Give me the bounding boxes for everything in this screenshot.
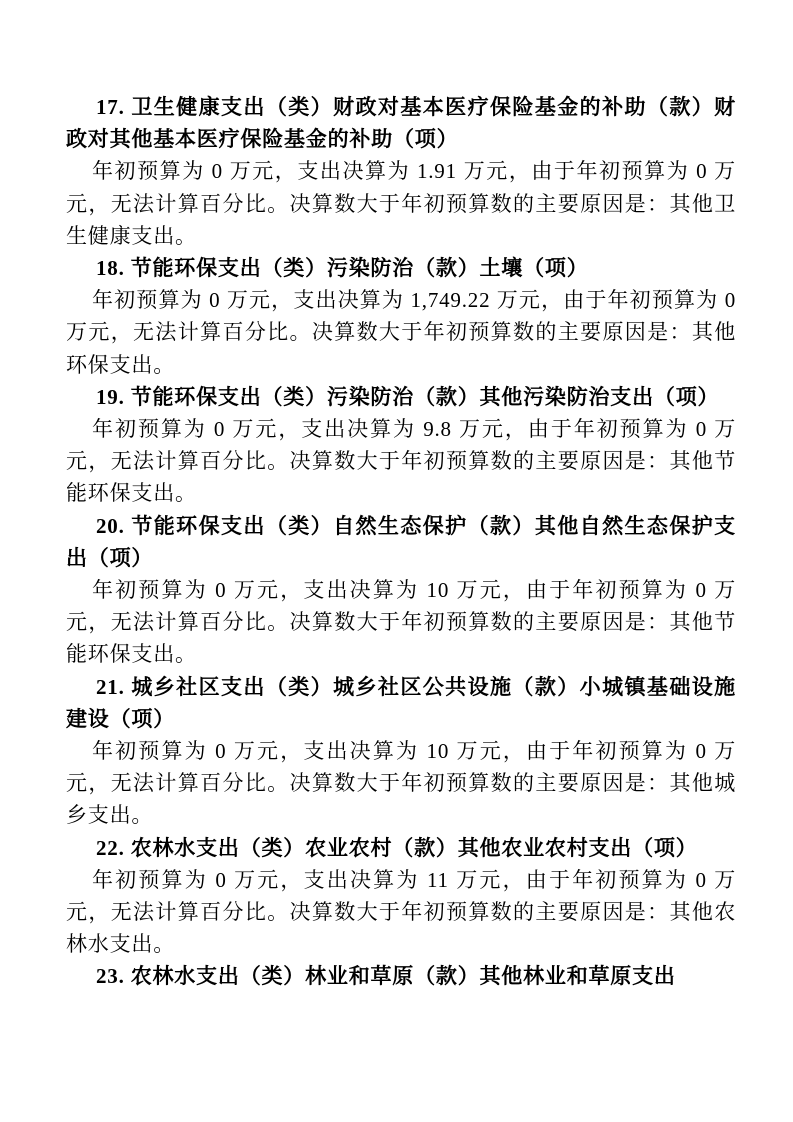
section-body: 年初预算为 0 万元，支出决算为 1,749.22 万元，由于年初预算为 0 万元，无法计算百分比。决算数大于年初预算数的主要原因是：其他环保支出。 bbox=[66, 288, 736, 377]
section-body: 年初预算为 0 万元，支出决算为 11 万元，由于年初预算为 0 万元，无法计算百分比。决算数大于年初预算数的主要原因是：其他农林水支出。 bbox=[66, 867, 736, 957]
section-heading: 17. 卫生健康支出（类）财政对基本医疗保险基金的补助（款）财政对其他基本医疗保险基金的补助（项） bbox=[66, 95, 736, 152]
section-heading: 19. 节能环保支出（类）污染防治（款）其他污染防治支出（项） bbox=[96, 384, 720, 409]
section-body: 年初预算为 0 万元，支出决算为 10 万元，由于年初预算为 0 万元，无法计算百分比。决算数大于年初预算数的主要原因是：其他城乡支出。 bbox=[66, 739, 736, 828]
budget-section-19 bbox=[66, 381, 736, 510]
section-body: 年初预算为 0 万元，支出决算为 9.8 万元，由于年初预算为 0 万元，无法计算百分比。决算数大于年初预算数的主要原因是：其他节能环保支出。 bbox=[66, 417, 736, 506]
budget-section-21 bbox=[66, 671, 736, 832]
document-page bbox=[66, 91, 736, 993]
section-heading: 18. 节能环保支出（类）污染防治（款）土壤（项） bbox=[96, 256, 589, 281]
budget-section-23 bbox=[66, 960, 736, 992]
budget-section-17 bbox=[66, 91, 736, 252]
budget-section-20 bbox=[66, 510, 736, 671]
section-heading: 23. 农林水支出（类）林业和草原（款）其他林业和草原支出 bbox=[96, 964, 676, 989]
section-heading: 21. 城乡社区支出（类）城乡社区公共设施（款）小城镇基础设施建设（项） bbox=[66, 674, 736, 731]
section-body: 年初预算为 0 万元，支出决算为 1.91 万元，由于年初预算为 0 万元，无法计算百分比。决算数大于年初预算数的主要原因是：其他卫生健康支出。 bbox=[66, 159, 736, 248]
section-body: 年初预算为 0 万元，支出决算为 10 万元，由于年初预算为 0 万元，无法计算百分比。决算数大于年初预算数的主要原因是：其他节能环保支出。 bbox=[66, 578, 736, 667]
budget-section-22 bbox=[66, 832, 736, 961]
section-heading: 20. 节能环保支出（类）自然生态保护（款）其他自然生态保护支出（项） bbox=[66, 513, 736, 570]
budget-section-18 bbox=[66, 252, 736, 381]
section-heading: 22. 农林水支出（类）农业农村（款）其他农业农村支出（项） bbox=[96, 835, 698, 860]
